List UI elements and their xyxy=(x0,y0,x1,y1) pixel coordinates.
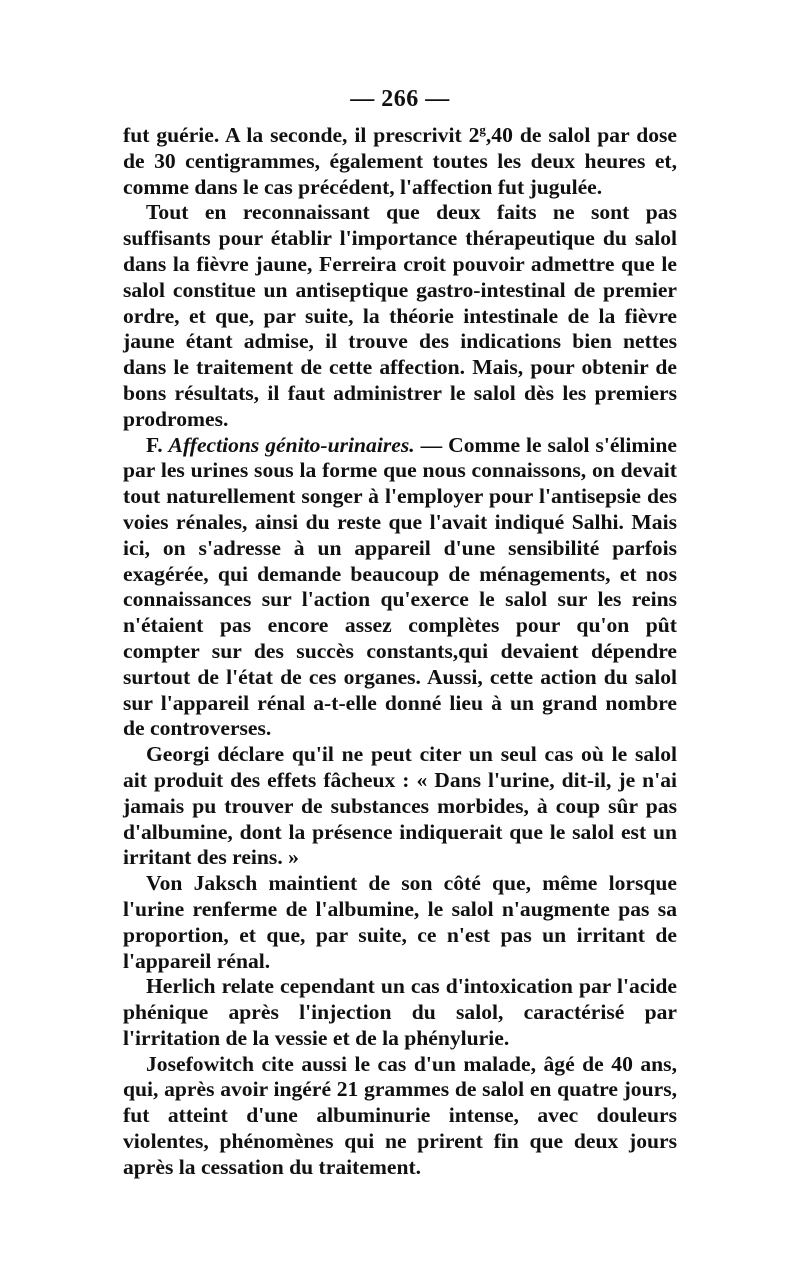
paragraph-6: Herlich relate cependant un cas d'intoxication par l'acide phénique après l'injection du salol, caractérisé par l'irritation de la vessie et de la phénylurie. xyxy=(123,974,677,1050)
gram-superscript: g xyxy=(479,121,486,137)
paragraph-1-text-a: fut guérie. A la seconde, il prescrivit 2 xyxy=(123,123,480,147)
section-label: F. xyxy=(146,432,163,457)
section-title: Affections génito-urinaires. xyxy=(168,432,415,457)
page-number: — 266 — xyxy=(350,86,450,112)
paragraph-3 xyxy=(123,433,677,743)
paragraph-2: Tout en reconnaissant que deux faits ne sont pas suffisants pour établir l'importance thérapeutique du salol dans la fièvre jaune, Ferreira croit pouvoir admettre que le salol constitue un antiseptique gastro-intestinal de premier ordre, et que, par suite, la théorie intestinale de la fièvre jaune étant admise, il trouve des indications bien nettes dans le traitement de cette affection. Mais, pour obtenir de bons résultats, il faut administrer le salol dès les premiers prodromes. xyxy=(123,200,677,431)
paragraph-3-text: — Comme le salol s'élimine par les urines sous la forme que nous connaissons, on devait tout naturellement songer à l'employer pour l'antisepsie des voies rénales, ainsi du reste que l'avait indiqué Salhi. Mais ici, on s'adresse à un appareil d'une sensibilité parfois exagérée, qui demande beaucoup de ménagements, et nos connaissances sur l'action qu'exerce le salol sur les reins n'étaient pas encore assez complètes pour qu'on pût compter sur des succès constants,qui devaient dépendre surtout de l'état de ces organes. Aussi, cette action du salol sur l'appareil rénal a-t-elle donné lieu à un grand nombre de controverses. xyxy=(123,432,677,741)
paragraph-7: Josefowitch cite aussi le cas d'un malade, âgé de 40 ans, qui, après avoir ingéré 21 grammes de salol en quatre jours, fut atteint d'une albuminurie intense, avec douleurs violentes, phénomènes qui ne prirent fin que deux jours après la cessation du traitement. xyxy=(123,1051,677,1179)
body-text xyxy=(123,123,677,1181)
paragraph-5: Von Jaksch maintient de son côté que, même lorsque l'urine renferme de l'albumine, le salol n'augmente pas sa proportion, et que, par suite, ce n'est pas un irritant de l'appareil rénal. xyxy=(123,871,677,973)
paragraph-4: Georgi déclare qu'il ne peut citer un seul cas où le salol ait produit des effets fâcheux : « Dans l'urine, dit-il, je n'ai jamais pu trouver de substances morbides, à coup sûr pas d'albumine, dont la présence indiquerait que le salol est un irritant des reins. » xyxy=(123,742,677,870)
paragraph-1 xyxy=(123,123,677,200)
paragraph-1-text-b: ,40 de salol par dose de 30 centigrammes, également toutes les deux heures et, comme dans le cas précédent, l'affection fut jugulée. xyxy=(123,123,677,199)
